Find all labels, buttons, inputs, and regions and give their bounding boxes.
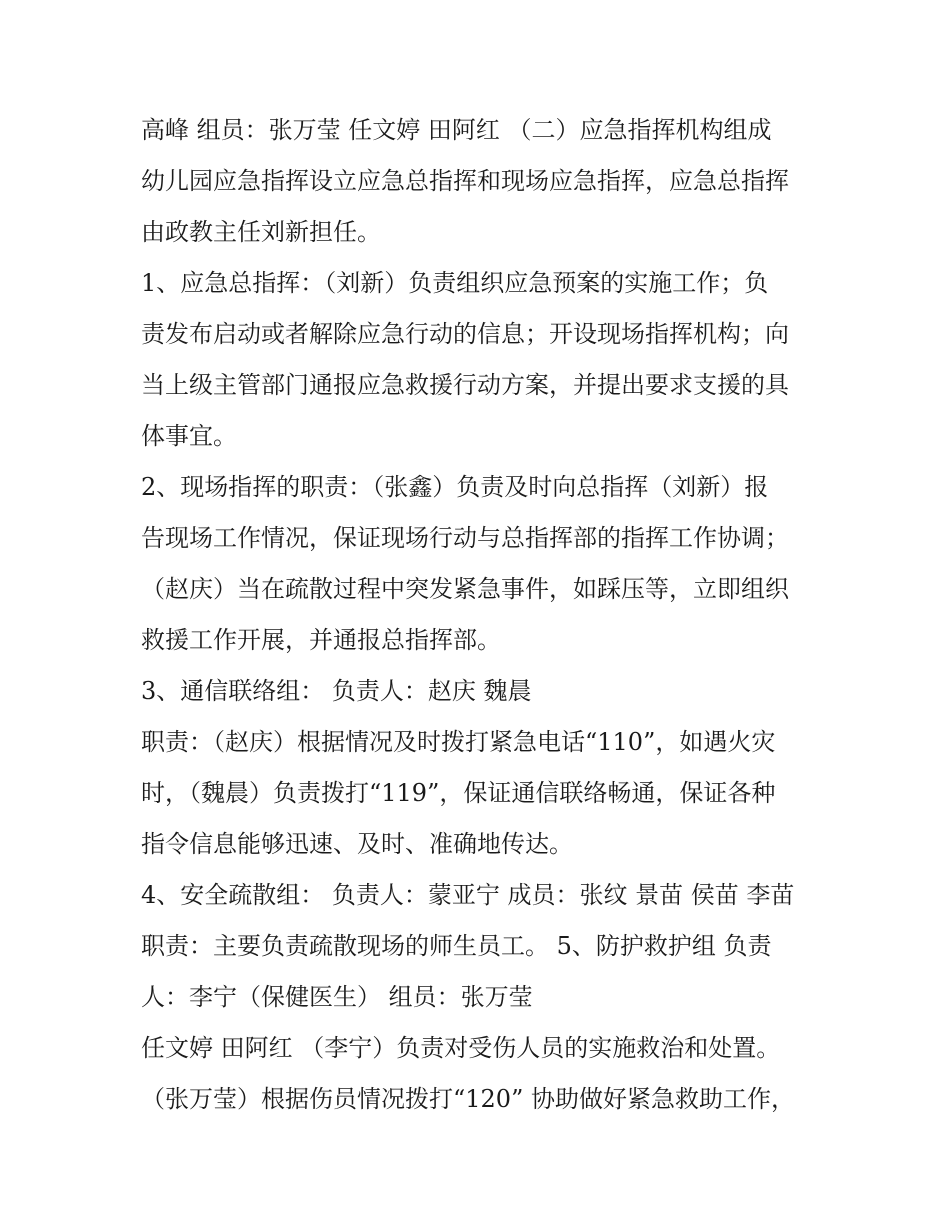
text-line: 3、通信联络组： 负责人：赵庆 魏晨 xyxy=(141,677,532,705)
text-line: 1、应急总指挥：（刘新）负责组织应急预案的实施工作；负 xyxy=(141,269,769,297)
document-body xyxy=(141,105,821,1125)
text-line: 任文婷 田阿红 （李宁）负责对受伤人员的实施救治和处置。 xyxy=(141,1034,781,1062)
text-line: 职责：主要负责疏散现场的师生员工。 5、防护救护组 负责 xyxy=(141,932,772,960)
text-line: 救援工作开展，并通报总指挥部。 xyxy=(141,626,501,654)
text-line: 人：李宁（保健医生） 组员：张万莹 xyxy=(141,983,533,1011)
text-line: 4、安全疏散组： 负责人：蒙亚宁 成员：张纹 景苗 侯苗 李苗 xyxy=(141,881,795,909)
text-line: 指令信息能够迅速、及时、准确地传达。 xyxy=(141,830,573,858)
text-line: 高峰 组员：张万莹 任文婷 田阿红 （二）应急指挥机构组成 xyxy=(141,116,772,144)
text-line: 体事宜。 xyxy=(141,422,237,450)
text-line: 责发布启动或者解除应急行动的信息；开设现场指挥机构；向 xyxy=(141,320,789,348)
text-line: 幼儿园应急指挥设立应急总指挥和现场应急指挥，应急总指挥 xyxy=(141,167,789,195)
text-line: 时，（魏晨）负责拨打“119”，保证通信联络畅通，保证各种 xyxy=(141,779,776,807)
text-line: 职责：（赵庆）根据情况及时拨打紧急电话“110”，如遇火灾 xyxy=(141,728,776,756)
text-line: （张万莹）根据伤员情况拨打“120” 协助做好紧急救助工作， xyxy=(141,1085,795,1113)
text-line: 告现场工作情况，保证现场行动与总指挥部的指挥工作协调； xyxy=(141,524,789,552)
text-line: 由政教主任刘新担任。 xyxy=(141,218,381,246)
text-line: 当上级主管部门通报应急救援行动方案，并提出要求支援的具 xyxy=(141,371,789,399)
text-line: 2、现场指挥的职责：（张鑫）负责及时向总指挥（刘新）报 xyxy=(141,473,769,501)
text-line: （赵庆）当在疏散过程中突发紧急事件，如踩压等，立即组织 xyxy=(141,575,789,603)
